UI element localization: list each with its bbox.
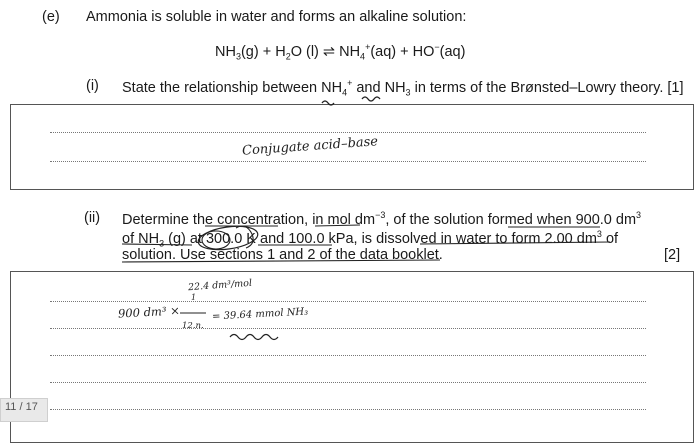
underline-nh3: [122, 244, 192, 245]
wavy-underline: [230, 335, 278, 340]
underline-final-volume: [420, 242, 610, 244]
underline-mol-dm: [315, 225, 360, 226]
part-ii-label: (ii): [84, 210, 101, 226]
handwritten-denominator: 12.n.: [182, 321, 204, 331]
part-i-question: State the relationship between $NH_4^+$ and $NH_3$ in terms of the Brønsted–Lowry theory. [1]: [122, 78, 684, 98]
handwritten-tick: 1: [191, 293, 197, 302]
part-i-label: (i): [86, 78, 99, 94]
part-ii-question-line3: solution. Use sections 1 and 2 of the data booklet.: [122, 247, 443, 263]
underline-booklet: [122, 260, 440, 262]
handwritten-molar-volume: 22.4 dm³/mol: [187, 277, 253, 294]
circle-temperature: [202, 231, 230, 249]
part-ii-question-line2: of $NH_3$ (g) at 300.0 K and 100.0 kPa, is dissolved in water to form 2.00 $dm^3$ of: [122, 229, 619, 249]
circle-temperature: [197, 223, 259, 253]
squiggle-underline: [322, 101, 334, 105]
handwritten-answer-i: Conjugate acid–base: [241, 134, 379, 159]
part-ii-question-line1: Determine the concentration, in mol $dm^{-3}$, of the solution formed when 900.0 $dm^3$: [122, 210, 642, 228]
handwritten-volume: 900 dm³ ×: [117, 303, 181, 321]
handwritten-result: = 39.64 mmol NH₃: [211, 306, 309, 323]
reaction-equation: $NH_3(g) + H_2O$ (l) ⇌ $NH_4^+(aq) + HO^-(aq)$: [215, 42, 466, 62]
squiggle-underline: [362, 97, 380, 101]
page-number: 11 / 17: [5, 401, 38, 413]
question-stem: Ammonia is soluble in water and forms an alkaline solution:: [86, 9, 467, 25]
question-part-label: (e): [42, 9, 60, 25]
marks-label: [2]: [664, 247, 681, 263]
